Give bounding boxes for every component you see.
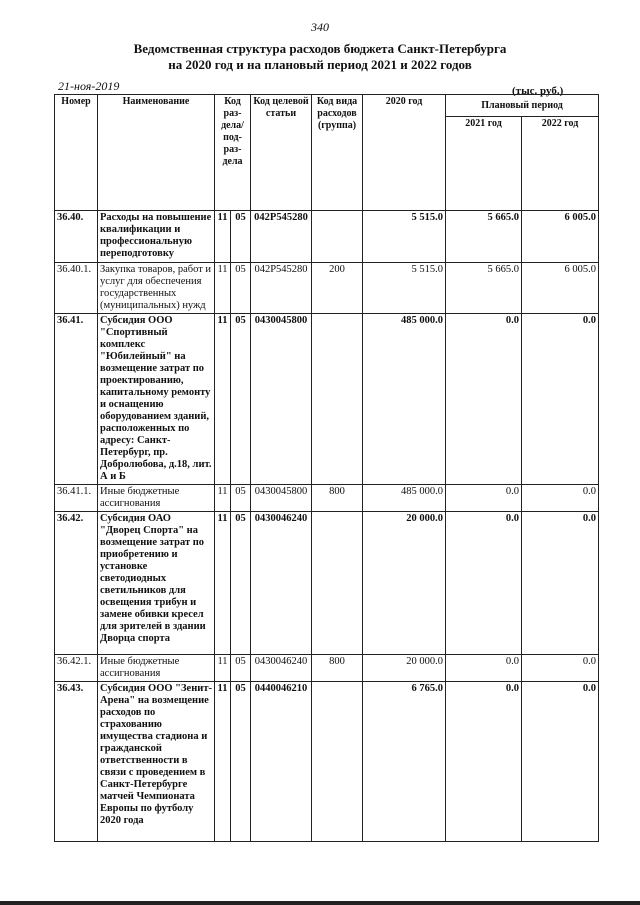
row-value-2021: 0.0 [446, 682, 522, 842]
row-value-2021: 0.0 [446, 314, 522, 485]
row-section: 11 [215, 485, 231, 512]
row-subsection: 05 [231, 263, 251, 314]
table-row [55, 682, 599, 842]
row-target: 0430045800 [251, 485, 312, 512]
row-section: 11 [215, 512, 231, 655]
row-number: 36.40.1. [55, 263, 98, 314]
row-value-2021: 0.0 [446, 512, 522, 655]
row-name: Закупка товаров, работ и услуг для обеспечения государственных (муниципальных) нужд [98, 263, 215, 314]
row-number: 36.42.1. [55, 655, 98, 682]
row-number: 36.41. [55, 314, 98, 485]
row-target: 042P545280 [251, 263, 312, 314]
header-2022: 2022 год [522, 117, 599, 211]
row-value-2021: 5 665.0 [446, 211, 522, 263]
row-value-2020: 485 000.0 [363, 314, 446, 485]
row-value-2022: 6 005.0 [522, 263, 599, 314]
header-name: Наименование [98, 95, 215, 211]
row-target: 042P545280 [251, 211, 312, 263]
row-target: 0430045800 [251, 314, 312, 485]
header-2020: 2020 год [363, 95, 446, 211]
row-type: 200 [312, 263, 363, 314]
row-value-2020: 485 000.0 [363, 485, 446, 512]
header-number: Номер [55, 95, 98, 211]
row-name: Иные бюджетные ассигнования [98, 485, 215, 512]
scan-edge [0, 901, 640, 905]
title-line-1: Ведомственная структура расходов бюджета Санкт-Петербурга [133, 41, 507, 56]
row-section: 11 [215, 655, 231, 682]
document-date: 21-ноя-2019 [58, 79, 120, 93]
header-type: Код вида расходов (группа) [312, 95, 363, 211]
row-value-2022: 0.0 [522, 485, 599, 512]
row-value-2022: 6 005.0 [522, 211, 599, 263]
row-name: Иные бюджетные ассигнования [98, 655, 215, 682]
row-subsection: 05 [231, 211, 251, 263]
row-value-2021: 0.0 [446, 485, 522, 512]
row-value-2022: 0.0 [522, 512, 599, 655]
row-value-2020: 5 515.0 [363, 211, 446, 263]
row-value-2021: 0.0 [446, 655, 522, 682]
row-value-2020: 20 000.0 [363, 512, 446, 655]
budget-table [54, 94, 599, 842]
row-subsection: 05 [231, 655, 251, 682]
title-line-2: на 2020 год и на плановый период 2021 и 2022 годов [168, 57, 472, 72]
row-type [312, 512, 363, 655]
header-section: Код раз-дела/ под-раз-дела [215, 95, 251, 211]
row-number: 36.41.1. [55, 485, 98, 512]
row-value-2020: 6 765.0 [363, 682, 446, 842]
row-type [312, 211, 363, 263]
row-target: 0430046240 [251, 655, 312, 682]
header-2021: 2021 год [446, 117, 522, 211]
row-value-2022: 0.0 [522, 314, 599, 485]
unit-label: (тыс. руб.) [512, 85, 564, 97]
row-name: Субсидия ОАО "Дворец Спорта" на возмещение затрат по приобретению и установке светодиодных светильников для освещения трибун и замене обивки кресел для зрителей в здании Дворца спорта [98, 512, 215, 655]
row-number: 36.43. [55, 682, 98, 842]
row-type: 800 [312, 485, 363, 512]
row-subsection: 05 [231, 682, 251, 842]
row-section: 11 [215, 263, 231, 314]
row-name: Субсидия ООО "Зенит-Арена" на возмещение расходов по страхованию имущества стадиона и гражданской ответственности в связи с проведением в Санкт-Петербурге матчей Чемпионата Европы по футболу 2020 года [98, 682, 215, 842]
row-target: 0430046240 [251, 512, 312, 655]
row-subsection: 05 [231, 485, 251, 512]
row-type [312, 314, 363, 485]
row-section: 11 [215, 682, 231, 842]
row-value-2022: 0.0 [522, 655, 599, 682]
row-name: Расходы на повышение квалификации и профессиональную переподготовку [98, 211, 215, 263]
row-value-2021: 5 665.0 [446, 263, 522, 314]
row-value-2020: 5 515.0 [363, 263, 446, 314]
row-target: 0440046210 [251, 682, 312, 842]
table-row [55, 314, 599, 485]
table-row [55, 655, 599, 682]
row-subsection: 05 [231, 314, 251, 485]
table-row [55, 263, 599, 314]
table-body [55, 211, 599, 842]
table-row [55, 512, 599, 655]
header-planned: Плановый период [446, 95, 599, 117]
row-value-2020: 20 000.0 [363, 655, 446, 682]
table-row [55, 211, 599, 263]
row-number: 36.42. [55, 512, 98, 655]
row-subsection: 05 [231, 512, 251, 655]
row-section: 11 [215, 211, 231, 263]
row-number: 36.40. [55, 211, 98, 263]
page-number: 340 [311, 20, 329, 34]
row-section: 11 [215, 314, 231, 485]
row-name: Субсидия ООО "Спортивный комплекс "Юбилейный" на возмещение затрат по проектированию, капитальному ремонту и оснащению оборудованием зданий, расположенных по адресу: Санкт-Петербург, пр. Добролюбова, д.18, лит. А и Б [98, 314, 215, 485]
table-row [55, 485, 599, 512]
header-target: Код целевой статьи [251, 95, 312, 211]
row-type: 800 [312, 655, 363, 682]
row-type [312, 682, 363, 842]
document-title [0, 41, 640, 73]
row-value-2022: 0.0 [522, 682, 599, 842]
